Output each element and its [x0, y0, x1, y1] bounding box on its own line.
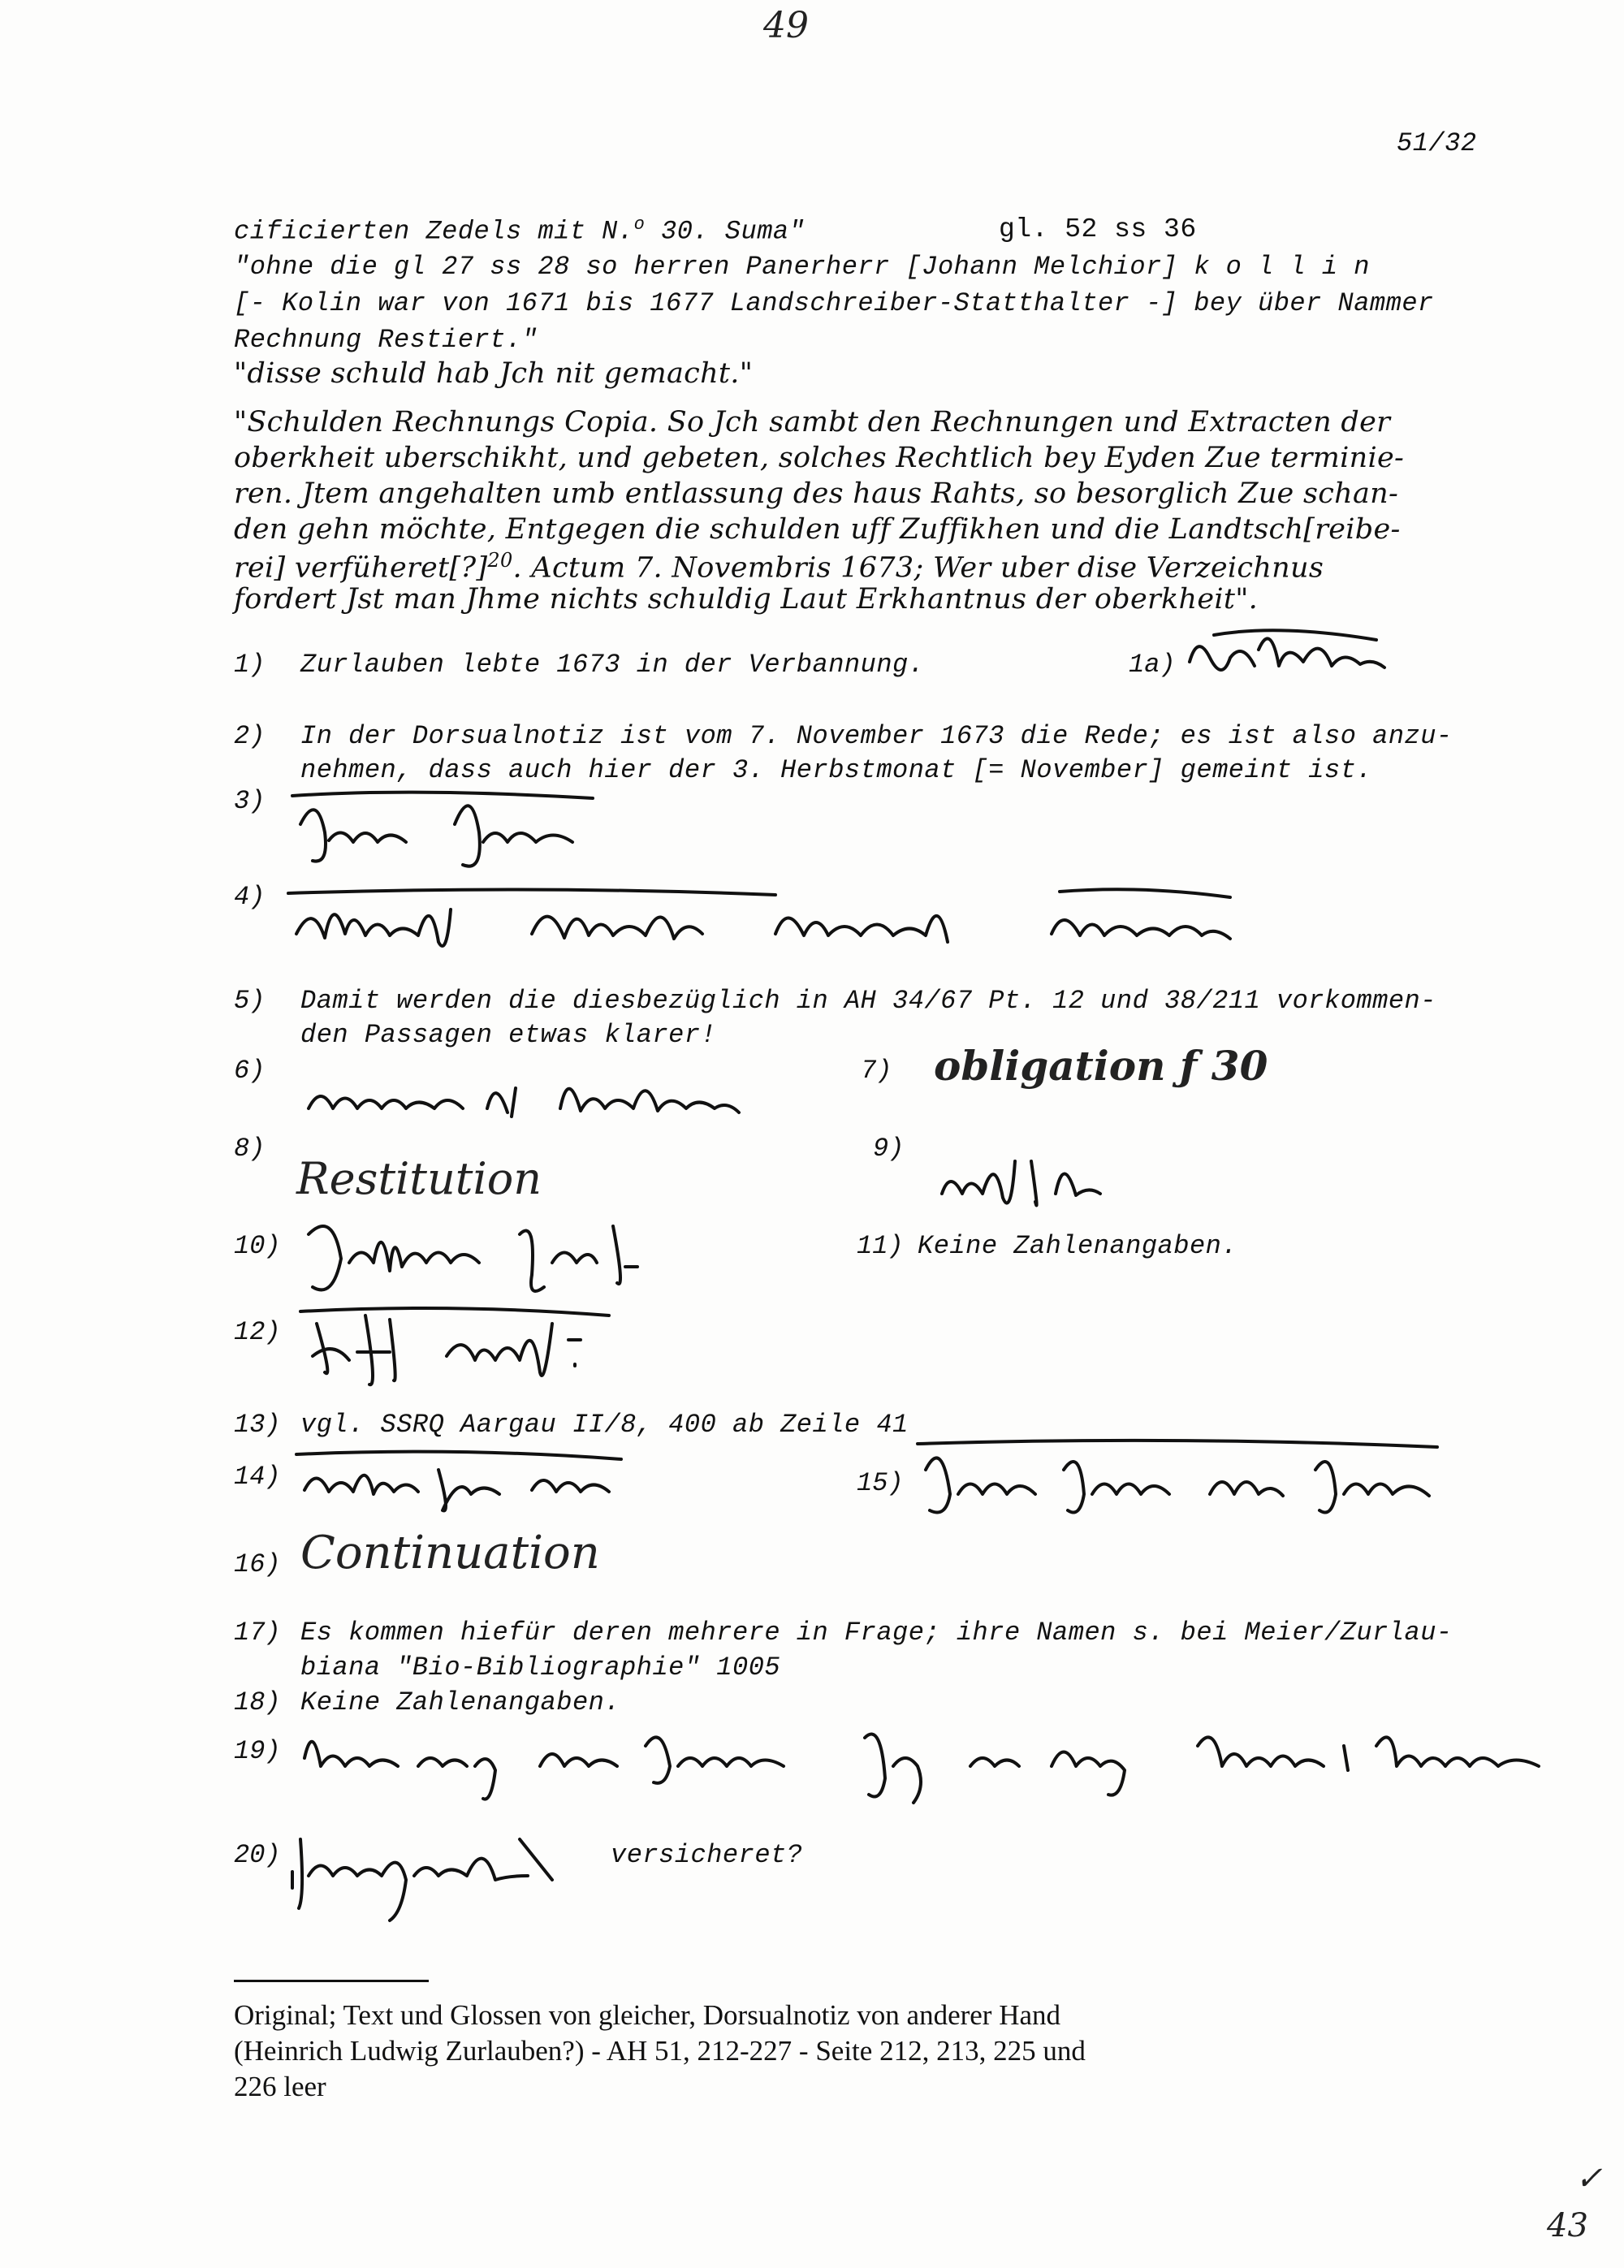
handwriting-snippet-15	[918, 1437, 1437, 1527]
footnote-9-number: 9)	[873, 1134, 905, 1164]
transcript-amounts: gl. 52 ss 36	[999, 214, 1197, 244]
footnote-16-number: 16)	[234, 1549, 281, 1579]
check-mark: ✓	[1575, 2160, 1603, 2197]
footnote-11-number: 11)	[857, 1231, 904, 1261]
source-note-line-1: Original; Text und Glossen von gleicher, Dorsualnotiz von anderer Hand	[234, 1999, 1061, 2031]
source-note-line-2: (Heinrich Ludwig Zurlauben?) - AH 51, 212-227 - Seite 212, 213, 225 und	[234, 2035, 1086, 2067]
footnote-13-text: vgl. SSRQ Aargau II/8, 400 ab Zeile 41	[300, 1410, 909, 1440]
handwriting-snippet-12	[300, 1307, 609, 1397]
footnote-8-handwriting: Restitution	[296, 1153, 542, 1204]
handwriting-snippet-9	[934, 1145, 1121, 1226]
dorsual-line-5: rei] verfüheret[?]$^{20}$. Actum 7. Novembris 1673; Wer uber dise Verzeichnus	[234, 549, 1324, 585]
footnote-12-number: 12)	[234, 1317, 281, 1347]
footnote-7-number: 7)	[861, 1056, 892, 1086]
footnote-17-number: 17)	[234, 1618, 281, 1648]
footnote-1-text: Zurlauben lebte 1673 in der Verbannung.	[300, 650, 925, 680]
dorsual-line-6: fordert Jst man Jhme nichts schuldig Laut Erkhantnus der oberkheit".	[234, 583, 1259, 616]
footnote-20-number: 20)	[234, 1840, 281, 1870]
transcript-line-2: "ohne die gl 27 ss 28 so herren Panerherr [Johann Melchior] k o l l i n	[234, 252, 1370, 282]
handwritten-page-number: 49	[763, 5, 809, 46]
footnote-2-line-1: In der Dorsualnotiz ist vom 7. November 1673 die Rede; es ist also anzu-	[300, 721, 1453, 751]
footnote-15-number: 15)	[857, 1468, 904, 1498]
footnote-19-number: 19)	[234, 1736, 281, 1766]
handwriting-snippet-20	[292, 1831, 577, 1920]
footnote-10-number: 10)	[234, 1231, 281, 1261]
handwritten-archive-number: 43	[1547, 2207, 1588, 2244]
folio-number: 51/32	[1397, 128, 1477, 158]
footnote-2-number: 2)	[234, 721, 266, 751]
transcript-line-5: "disse schuld hab Jch nit gemacht."	[234, 357, 754, 390]
dorsual-line-1: "Schulden Rechnungs Copia. So Jch sambt den Rechnungen und Extracten der	[234, 406, 1391, 438]
footnote-6-number: 6)	[234, 1056, 266, 1086]
handwriting-snippet-19	[296, 1722, 1555, 1811]
footnote-5-number: 5)	[234, 986, 266, 1016]
handwriting-snippet-1a	[1181, 625, 1393, 698]
dorsual-line-4: den gehn möchte, Entgegen die schulden uff Zuffikhen und die Landtsch[reibe-	[234, 513, 1401, 546]
footnote-1a-number: 1a)	[1129, 650, 1176, 680]
footnote-11-text: Keine Zahlenangaben.	[918, 1231, 1238, 1261]
footnote-3-number: 3)	[234, 786, 266, 816]
transcript-line-3: [- Kolin war von 1671 bis 1677 Landschreiber-Statthalter -] bey über Nammer	[234, 288, 1434, 318]
footnote-8-number: 8)	[234, 1134, 266, 1164]
footnote-2-line-2: nehmen, dass auch hier der 3. Herbstmonat [= November] gemeint ist.	[300, 755, 1373, 785]
handwriting-snippet-6	[300, 1064, 755, 1137]
handwriting-snippet-3	[292, 792, 601, 881]
dorsual-line-3: ren. Jtem angehalten umb entlassung des haus Rahts, so besorglich Zue schan-	[234, 477, 1399, 510]
footnote-17-line-1: Es kommen hiefür deren mehrere in Frage; ihre Namen s. bei Meier/Zurlau-	[300, 1618, 1453, 1648]
footnote-1-number: 1)	[234, 650, 266, 680]
source-note-line-3: 226 leer	[234, 2071, 326, 2102]
source-separator-rule	[234, 1980, 429, 1982]
transcript-line-4: Rechnung Restiert."	[234, 325, 538, 355]
footnote-4-number: 4)	[234, 882, 266, 912]
footnote-7-handwriting: obligation ƒ 30	[934, 1042, 1268, 1090]
footnote-18-text: Keine Zahlenangaben.	[300, 1687, 621, 1717]
transcript-line-1: cificierten Zedels mit N.$^o$ 30. Suma"	[234, 214, 806, 247]
footnote-17-line-2: biana "Bio-Bibliographie" 1005	[300, 1652, 781, 1683]
footnote-20-text: versicheret?	[611, 1840, 803, 1870]
dorsual-line-2: oberkheit uberschikht, und gebeten, solches Rechtlich bey Eyden Zue terminie-	[234, 442, 1405, 474]
footnote-5-line-2: den Passagen etwas klarer!	[300, 1020, 717, 1050]
footnote-18-number: 18)	[234, 1687, 281, 1717]
footnote-16-handwriting: Continuation	[300, 1527, 600, 1579]
handwriting-snippet-10	[300, 1210, 658, 1307]
handwriting-snippet-14	[296, 1449, 621, 1523]
footnote-5-line-1: Damit werden die diesbezüglich in AH 34/67 Pt. 12 und 38/211 vorkommen-	[300, 986, 1436, 1016]
footnote-14-number: 14)	[234, 1462, 281, 1492]
footnote-13-number: 13)	[234, 1410, 281, 1440]
handwriting-snippet-4	[288, 885, 1328, 974]
